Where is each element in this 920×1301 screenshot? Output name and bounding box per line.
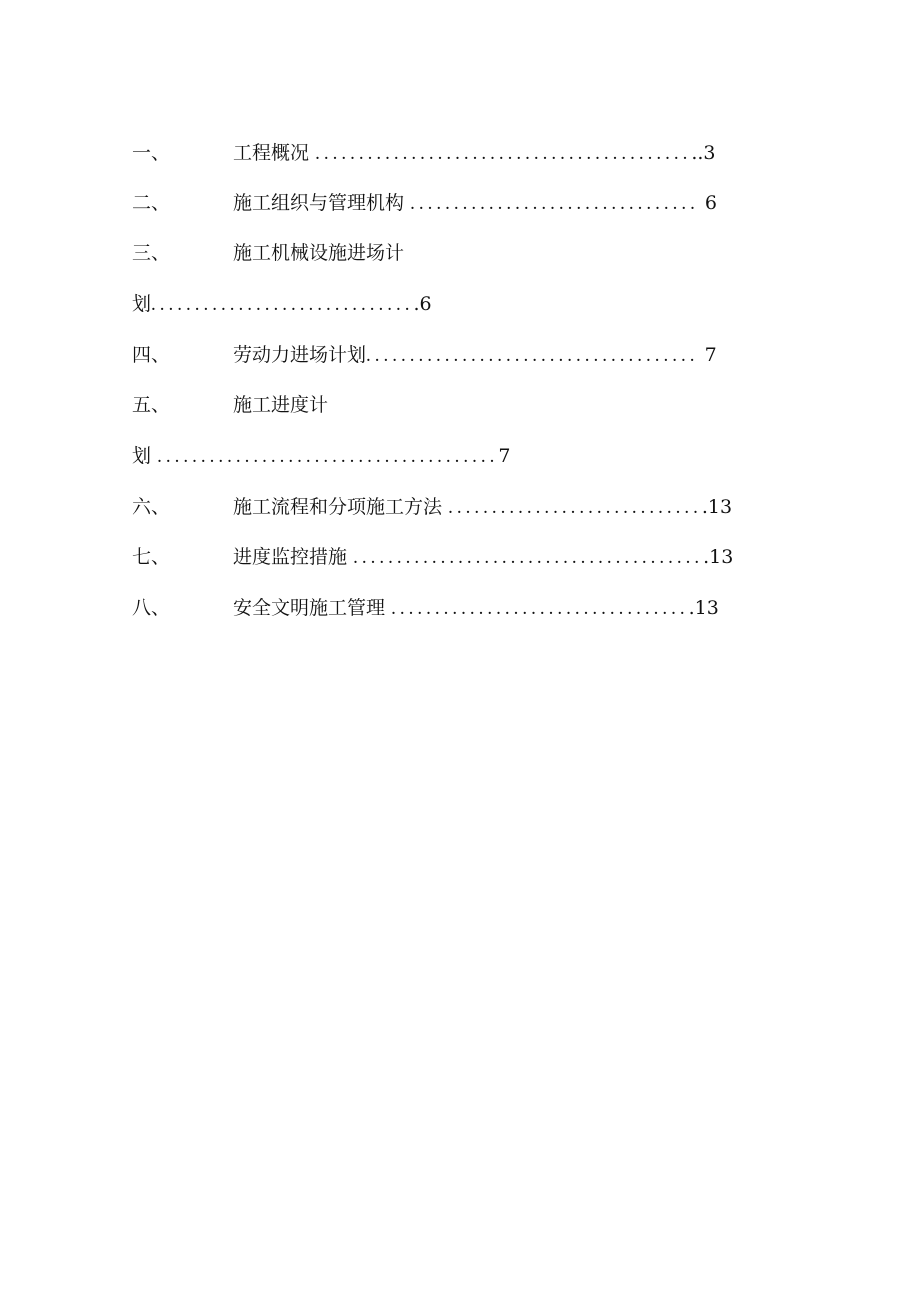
toc-entry-text [233, 137, 715, 170]
toc-entry-text [132, 288, 432, 321]
toc-title: 安全文明施工管理 [233, 597, 386, 619]
toc-title: 进度监控措施 [233, 546, 348, 568]
toc-leader: ........................................ [353, 547, 704, 568]
toc-entry-text [233, 339, 717, 372]
toc-entry-3-continued[interactable] [0, 288, 920, 320]
toc-page: .13 [703, 546, 734, 568]
toc-number: 二、 [132, 192, 171, 214]
toc-leader: ............................. [448, 497, 702, 518]
toc-leader: .............................. [151, 294, 414, 315]
toc-number: 三、 [132, 242, 171, 264]
toc-leader: ....................................... [157, 446, 499, 467]
toc-title: 施工组织与管理机构 [233, 192, 405, 214]
toc-title: 劳动力进场计划 [233, 344, 367, 366]
toc-number: 七、 [132, 546, 171, 568]
toc-number: 六、 [132, 496, 171, 518]
toc-number: 四、 [132, 344, 171, 366]
toc-leader: ...................................... [366, 345, 699, 366]
toc-title: 施工机械设施进场计 [233, 242, 405, 264]
toc-leader: ................................. [410, 193, 699, 214]
toc-entry-2[interactable] [0, 187, 920, 219]
toc-entry-4[interactable] [0, 339, 920, 371]
toc-title: 施工进度计 [233, 394, 329, 416]
toc-entry-8[interactable] [0, 592, 920, 624]
toc-title: 划 [132, 293, 152, 315]
toc-entry-text [233, 389, 328, 421]
toc-number: 一、 [132, 142, 171, 164]
toc-entry-text [132, 440, 510, 473]
toc-entry-text [233, 592, 719, 625]
toc-entry-text [233, 237, 404, 269]
toc-title: 划 [132, 445, 152, 467]
toc-entry-1[interactable] [0, 137, 920, 169]
toc-number: 五、 [132, 394, 171, 416]
toc-entry-3[interactable] [0, 237, 920, 269]
toc-leader: .................................. [391, 598, 689, 619]
toc-number: 八、 [132, 597, 171, 619]
toc-page: 7 [498, 445, 511, 467]
toc-page: ..3 [691, 142, 716, 164]
toc-entry-text [233, 187, 717, 220]
toc-leader: ........................................... [315, 143, 692, 164]
toc-entry-text [233, 491, 732, 524]
toc-entry-5-continued[interactable] [0, 440, 920, 472]
toc-page: .13 [688, 597, 719, 619]
toc-page: .6 [413, 293, 432, 315]
toc-entry-5[interactable] [0, 389, 920, 421]
toc-entry-6[interactable] [0, 491, 920, 523]
toc-entry-7[interactable] [0, 541, 920, 573]
toc-page: 7 [704, 344, 717, 366]
toc-page: 6 [704, 192, 717, 214]
toc-page: .13 [701, 496, 733, 518]
toc-entry-text [233, 541, 733, 574]
toc-title: 施工流程和分项施工方法 [233, 496, 443, 518]
toc-title: 工程概况 [233, 142, 310, 164]
